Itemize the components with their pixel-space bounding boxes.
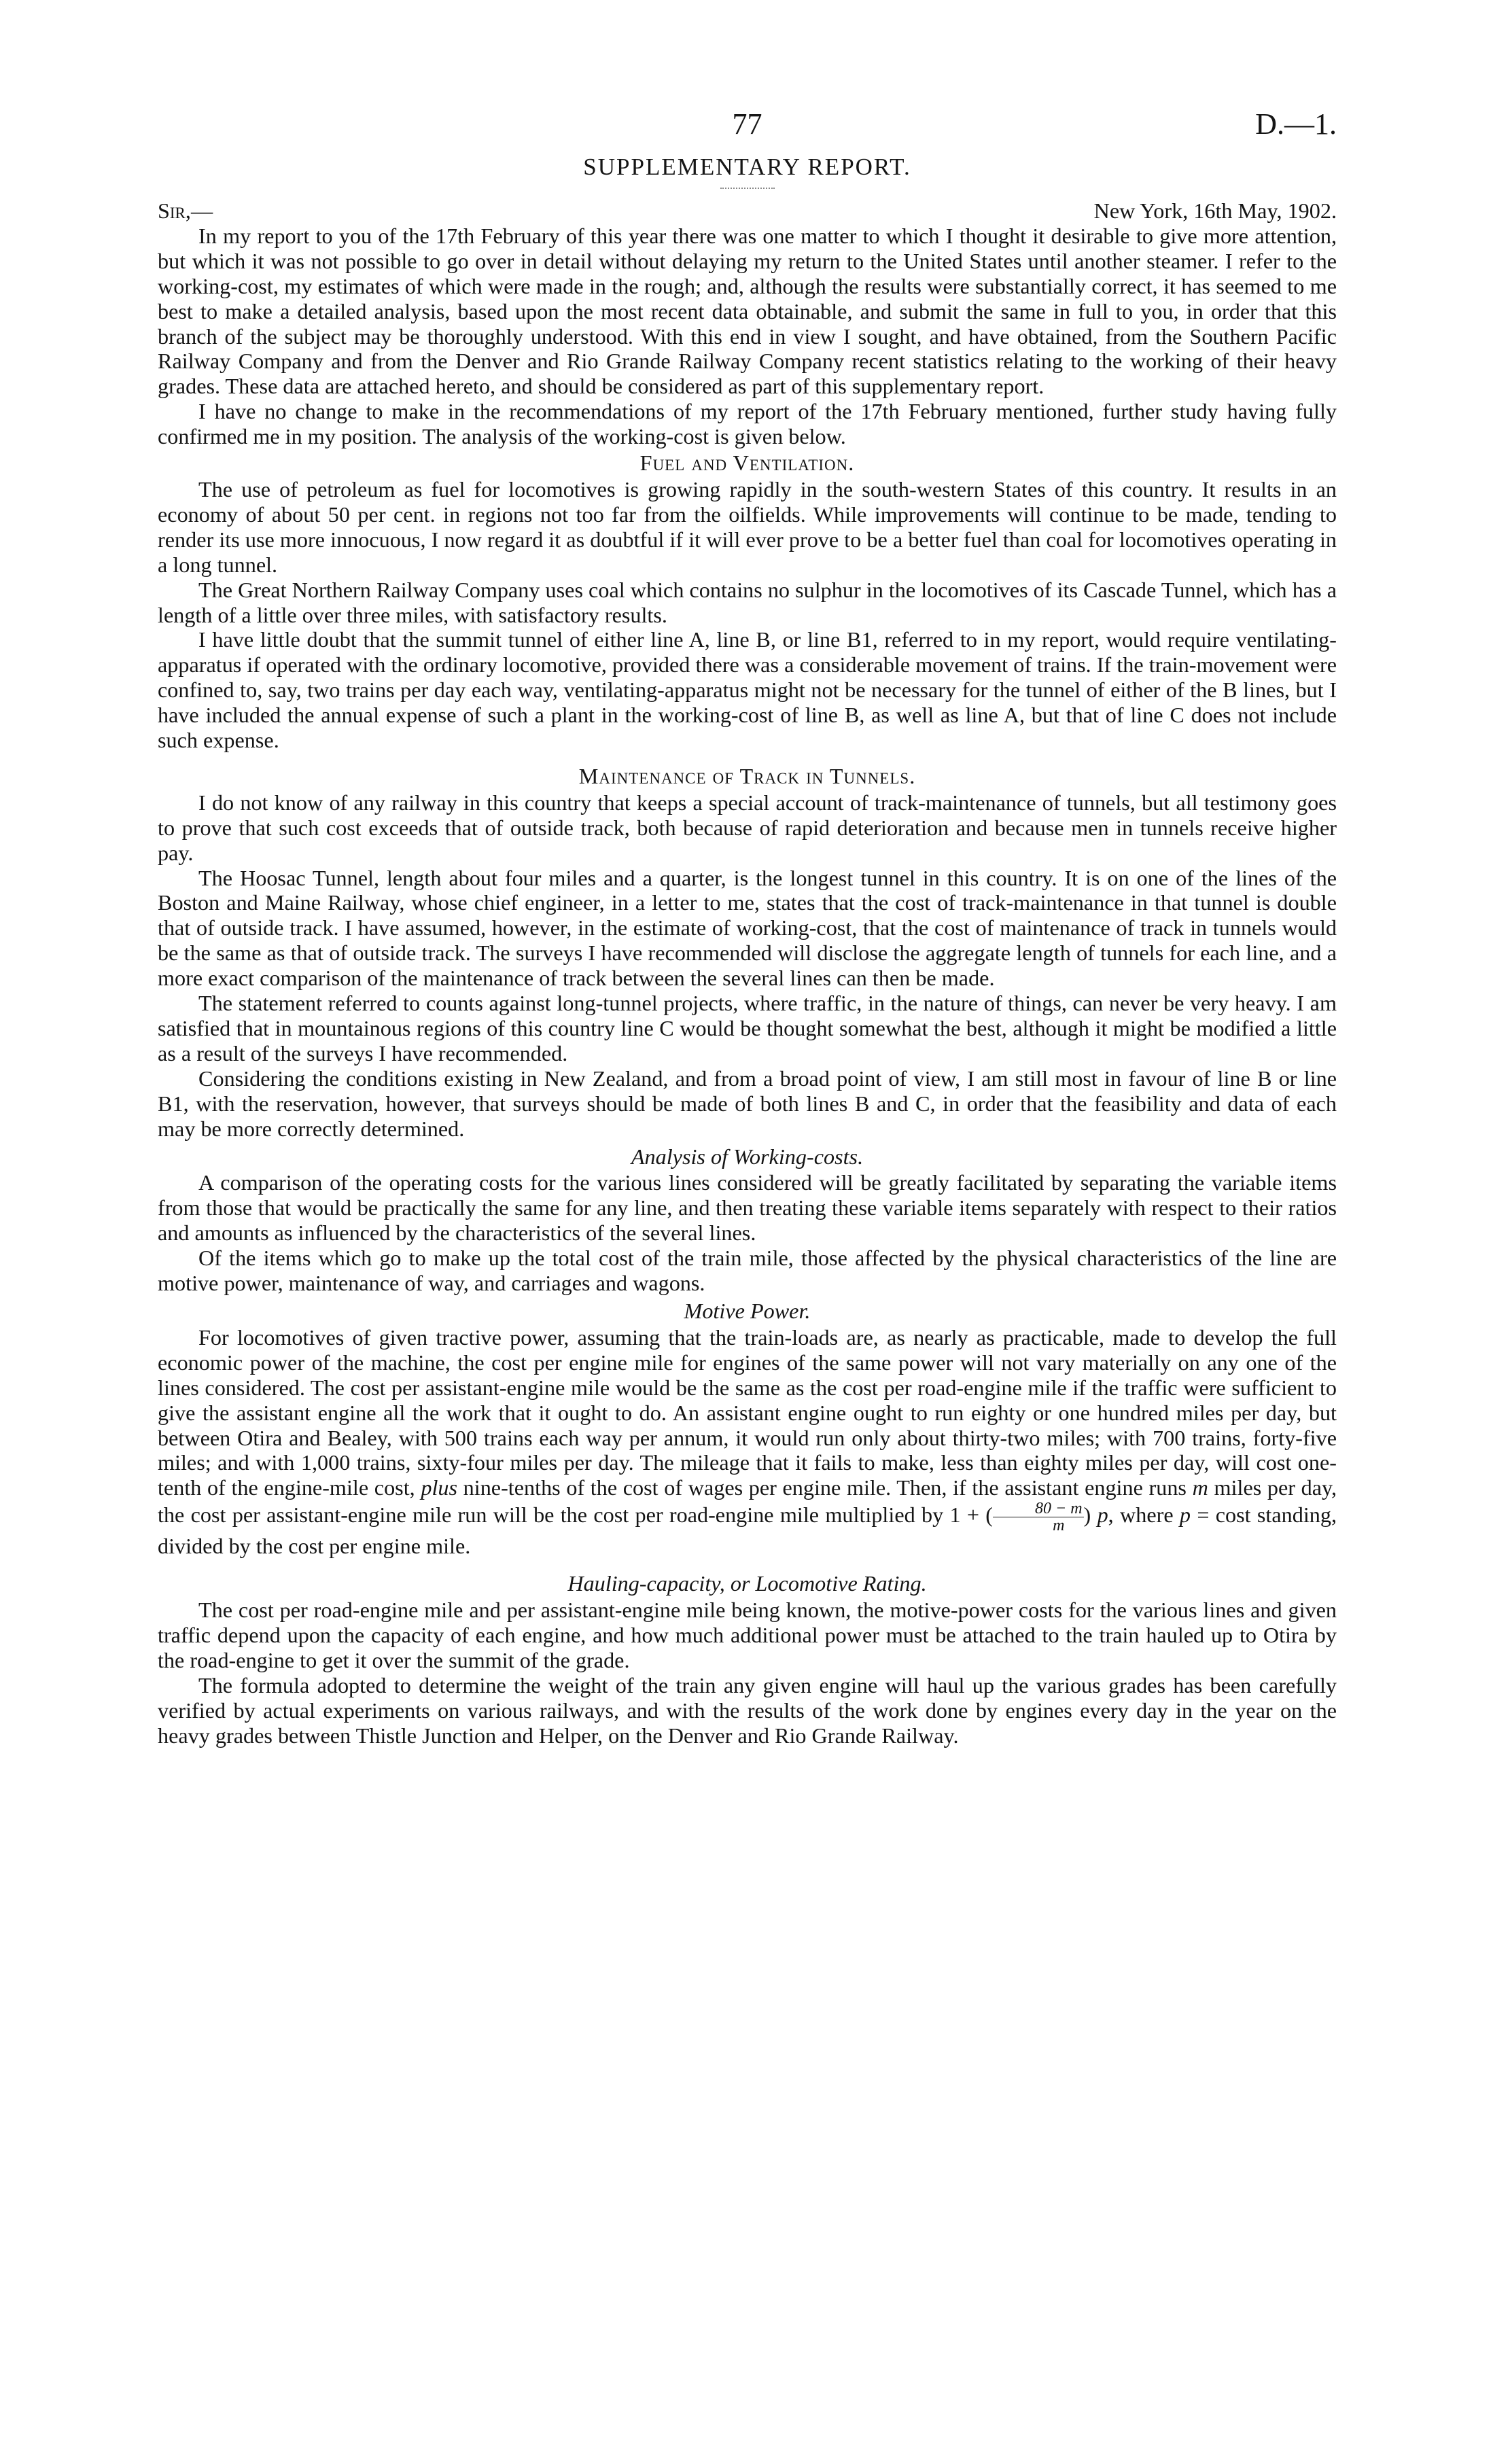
paragraph-track-2: The Hoosac Tunnel, length about four miles and a quarter, is the longest tunnel in this country. It is on one of the lines of the Boston and Maine Railway, whose chief engineer, in a letter to me, states that the cost of track-maintenance in that tunnel is double that of outside track. I have assumed, however, in the estimate of working-cost, that the cost of maintenance of track in tunnels would be the same as that of outside track. The surveys I have recommended will disclose the aggregate length of tunnels for each line, and a more exact comparison of the maintenance of track between the several lines can then be made. xyxy=(158,865,1337,991)
motive-text-e: miles per day, the cost per assistant-engine mile run will be the cost per road-engine mile multiplied by 1 + xyxy=(158,1475,1337,1528)
paragraph-hauling-2: The formula adopted to determine the weight of the train any given engine will haul up the various grades has been carefully verified by actual experiments on various railways, and with the results of the work done by engines every day in the year on the heavy grades between Thistle Junction and Helper, on the Denver and Rio Grande Railway. xyxy=(158,1672,1337,1748)
variable-p: p xyxy=(1097,1502,1108,1528)
motive-text-plus: plus xyxy=(421,1475,458,1500)
paragraph-analysis-2: Of the items which go to make up the total cost of the train mile, those affected by the physical characteristics of the line are motive power, maintenance of way, and carriages and wagons. xyxy=(158,1246,1337,1296)
motive-text-g: , where xyxy=(1108,1502,1174,1528)
paragraph-track-3: The statement referred to counts against long-tunnel projects, where traffic, in the nature of things, can never be very heavy. I am satisfied that in mountainous regions of this country line C would be thought somewhat the best, although it might be modified a little as a result of the surveys I have recommended. xyxy=(158,991,1337,1066)
variable-m: m xyxy=(1192,1475,1208,1500)
salutation-row xyxy=(158,198,1337,224)
heading-fuel-ventilation: Fuel and Ventilation. xyxy=(639,451,855,476)
paragraph-fuel-2: The Great Northern Railway Company uses coal which contains no sulphur in the locomotives of its Cascade Tunnel, which has a length of a little over three miles, with satisfactory results. xyxy=(158,577,1337,627)
formula-fraction xyxy=(993,1500,1084,1534)
heading-track-maintenance: Maintenance of Track in Tunnels. xyxy=(578,763,916,788)
paragraph-analysis-1: A comparison of the operating costs for the various lines considered will be greatly facilitated by separating the variable items from those that would be practically the same for any line, and then treating these variable items separately with respect to their ratios and amounts as influenced by the characteristics of the several lines. xyxy=(158,1170,1337,1246)
document-reference: D.—1. xyxy=(1255,107,1337,141)
heading-analysis: Analysis of Working-costs. xyxy=(631,1144,864,1169)
motive-text-a: For locomotives of given tractive power, assuming that the train-loads are, as nearly as practicable, made to develop the full economic power of the machine, the cost per engine mile for engines of the same power will not vary materially on any one of the lines considered. The cost per assistant-engine mile would be the same as the cost per road-engine mile if the traffic were sufficient to give the assistant engine all the work that it ought to do. An assistant engine ought to run eighty or one hundred miles per day, but between Otira and Bealey, with 500 trains each way per annum, it would run only about thirty-two miles; with 700 trains, forty-five miles; and with 1,000 trains, sixty-four miles per day. The mileage that it fails to make, less than eighty miles per day, will cost one-tenth of the engine-mile cost, xyxy=(158,1324,1337,1500)
motive-text-c: nine-tenths of the cost of wages per engine mile. Then, if the assistant engine runs xyxy=(463,1475,1187,1500)
section-gap xyxy=(158,1559,1337,1568)
motive-text-i: = cost standing, divided by the cost per engine mile. xyxy=(158,1502,1337,1559)
dateline: New York, 16th May, 1902. xyxy=(1093,198,1337,223)
title-rule xyxy=(720,188,775,189)
formula-numerator: 80 − m xyxy=(993,1500,1084,1517)
page-number: 77 xyxy=(732,107,762,141)
section-gap xyxy=(158,753,1337,762)
paragraph-fuel-1: The use of petroleum as fuel for locomotives is growing rapidly in the south-western States of this country. It results in an economy of about 50 per cent. in regions not too far from the oilfields. While improvements will continue to be made, tending to render its use more innocuous, I now regard it as doubtful if it will ever prove to be a better fuel than coal for locomotives operating in a long tunnel. xyxy=(158,476,1337,577)
document-page xyxy=(158,102,1337,1748)
report-title: SUPPLEMENTARY REPORT. xyxy=(583,154,911,180)
page-header xyxy=(158,102,1337,147)
paragraph-hauling-1: The cost per road-engine mile and per assistant-engine mile being known, the motive-power costs for the various lines and given traffic depend upon the capacity of each engine, and how much additional power must be attached to the train hauled up to Otira by the road-engine to get it over the summit of the grade. xyxy=(158,1598,1337,1672)
paragraph-track-1: I do not know of any railway in this country that keeps a special account of track-maintenance of tunnels, but all testimony goes to prove that such cost exceeds that of outside track, both because of rapid deterioration and because men in tunnels receive higher pay. xyxy=(158,790,1337,865)
variable-p-definition: p xyxy=(1179,1502,1191,1528)
salutation: Sir,— xyxy=(158,198,213,223)
paragraph-motive-power: For locomotives of given tractive power, assuming that the train-loads are, as nearly as practicable, made to develop the full economic power of the machine, the cost per engine mile for engines of the same power will not vary materially on any one of the lines considered. The cost per assistant-engine mile would be the same as the cost per road-engine mile if the traffic were sufficient to give the assistant engine all the work that it ought to do. An assistant engine ought to run eighty or one hundred miles per day, but between Otira and Bealey, with 500 trains each way per annum, it would run only about thirty-two miles; with 700 trains, forty-five miles; and with 1,000 trains, sixty-four miles per day. The mileage that it fails to make, less than eighty miles per day, will cost one-tenth of the engine-mile cost, plus nine-tenths of the cost of wages per engine mile. Then, if the assistant engine runs m miles per day, the cost per assistant-engine mile run will be the cost per road-engine mile multiplied by 1 + ( $\frac{80 - m}{m}$ ) p, where p = cost standing, divided by the cost per engine mile. xyxy=(158,1324,1337,1559)
paragraph-fuel-3: I have little doubt that the summit tunnel of either line A, line B, or line B1, referred to in my report, would require ventilating-apparatus if operated with the ordinary locomotive, provided there was a considerable movement of trains. If the train-movement were confined to, say, two trains per day each way, ventilating-apparatus might not be necessary for the tunnel of either of the B lines, but I have included the annual expense of such a plant in the working-cost of line B, as well as line A, but that of line C does not include such expense. xyxy=(158,627,1337,753)
paragraph-track-4: Considering the conditions existing in New Zealand, and from a broad point of view, I am still most in favour of line B or line B1, with the reservation, however, that surveys should be made of both lines B and C, in order that the feasibility and data of each may be more correctly determined. xyxy=(158,1066,1337,1141)
formula-denominator: m xyxy=(1053,1517,1065,1535)
heading-hauling-capacity: Hauling-capacity, or Locomotive Rating. xyxy=(567,1571,927,1596)
paragraph-intro: In my report to you of the 17th February of this year there was one matter to which I thought it desirable to give more attention, but which it was not possible to go over in detail without delaying my return to the United States until another steamer. I refer to the working-cost, my estimates of which were made in the rough; and, although the results were substantially correct, it has seemed to me best to make a detailed analysis, based upon the most recent data obtainable, and submit the same in full to you, in order that this branch of the subject may be thoroughly understood. With this end in view I sought, and have obtained, from the Southern Pacific Railway Company and from the Denver and Rio Grande Railway Company recent statistics relating to the working of their heavy grades. These data are attached hereto, and should be considered as part of this supplementary report. xyxy=(158,223,1337,399)
paragraph-recommendations: I have no change to make in the recommendations of my report of the 17th February mentioned, further study having fully confirmed me in my position. The analysis of the working-cost is given below. xyxy=(158,399,1337,449)
heading-motive-power: Motive Power. xyxy=(684,1298,811,1323)
